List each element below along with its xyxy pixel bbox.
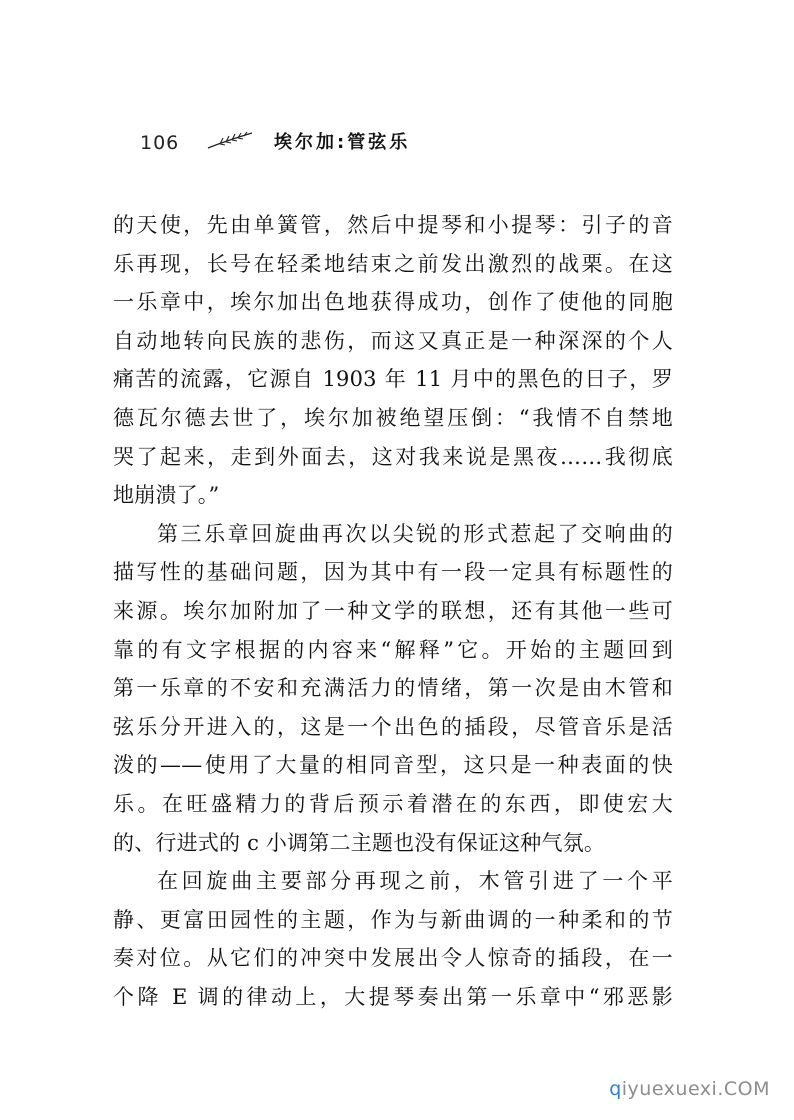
page-number: 106: [140, 132, 180, 154]
watermark-prefix: q: [609, 1078, 622, 1100]
text-line: 自动地转向民族的悲伤，而这又真正是一种深深的个人: [113, 328, 673, 353]
text-line: 描写性的基础问题，因为其中有一段一定具有标题性的: [113, 560, 673, 585]
text-line: 乐再现，长号在轻柔地结束之前发出激烈的战栗。在这: [113, 251, 673, 276]
text-line: 痛苦的流露，它源自 1903 年 11 月中的黑色的日子，罗: [113, 367, 673, 392]
page-header: [140, 126, 560, 160]
body-text: [113, 206, 673, 1016]
text-line: 弦乐分开进入的，这是一个出色的插段，尽管音乐是活: [113, 714, 673, 739]
text-line: 个降 E 调的律动上，大提琴奏出第一乐章中“邪恶影: [113, 984, 673, 1009]
text-line: 哭了起来，走到外面去，这对我来说是黑夜……我彻底: [113, 444, 673, 469]
text-line: 第三乐章回旋曲再次以尖锐的形式惹起了交响曲的: [157, 521, 673, 546]
text-line: 在回旋曲主要部分再现之前，木管引进了一个平: [157, 869, 673, 894]
text-line: 的、行进式的 c 小调第二主题也没有保证这种气氛。: [113, 830, 606, 855]
text-line: 来源。埃尔加附加了一种文学的联想，还有其他一些可: [113, 598, 673, 623]
text-line: 泼的——使用了大量的相同音型，这只是一种表面的快: [113, 753, 673, 778]
text-line: 奏对位。从它们的冲突中发展出令人惊奇的插段，在一: [113, 946, 673, 971]
text-line: 地崩溃了。”: [113, 483, 220, 508]
text-line: 静、更富田园性的主题，作为与新曲调的一种柔和的节: [113, 907, 673, 932]
text-line: 靠的有文字根据的内容来“解释”它。开始的主题回到: [113, 637, 673, 662]
text-line: 乐。在旺盛精力的背后预示着潜在的东西，即使宏大: [113, 791, 673, 816]
site-watermark: [609, 1078, 770, 1100]
text-line: 德瓦尔德去世了，埃尔加被绝望压倒：“我情不自禁地: [113, 405, 673, 430]
text-line: 的天使，先由单簧管，然后中提琴和小提琴：引子的音: [113, 213, 673, 237]
text-line: 一乐章中，埃尔加出色地获得成功，创作了使他的同胞: [113, 290, 673, 315]
quill-ornament-icon: [206, 130, 254, 152]
text-line: 第一乐章的不安和充满活力的情绪，第一次是由木管和: [113, 676, 673, 701]
watermark-text: iyuexuexi.COM: [621, 1078, 770, 1100]
running-title: 埃尔加:管弦乐: [274, 132, 411, 153]
